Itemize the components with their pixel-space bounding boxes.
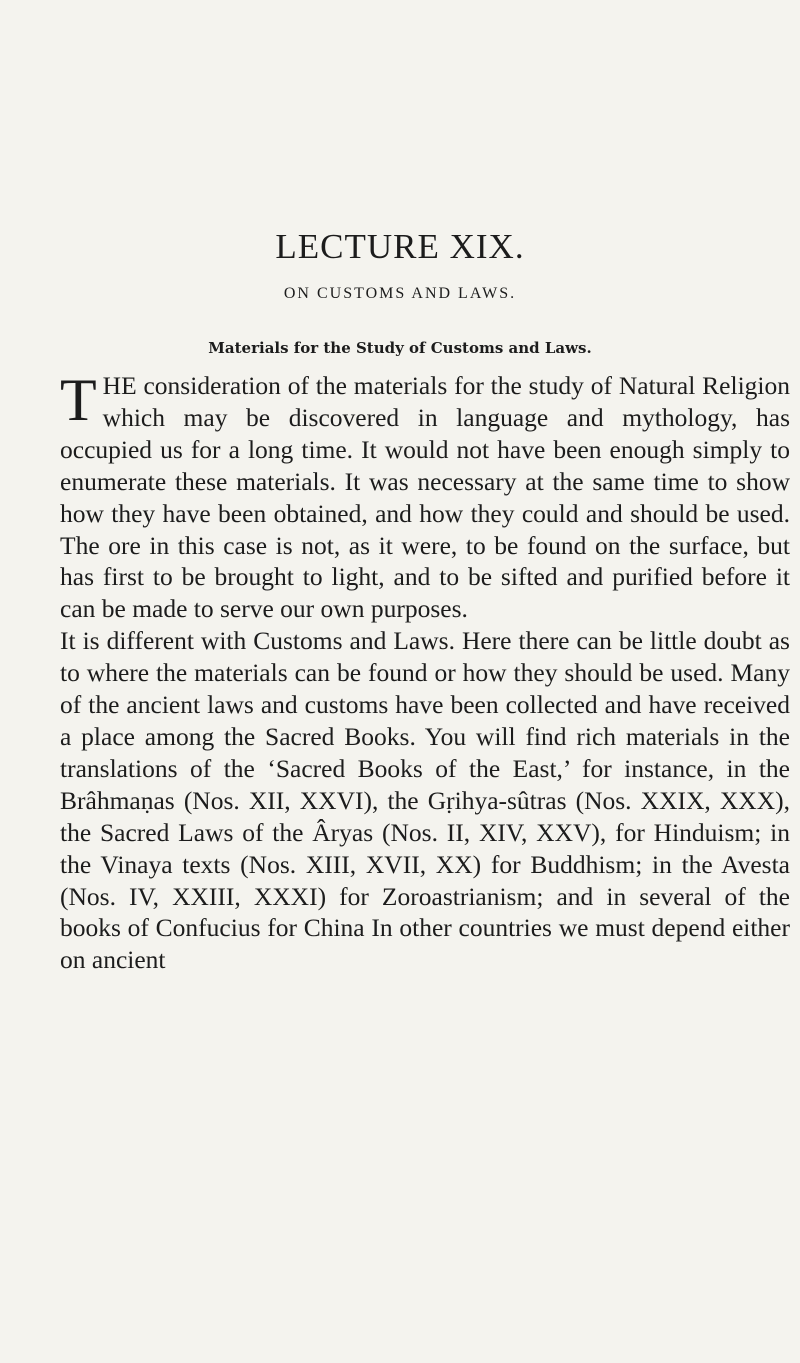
section-heading: Materials for the Study of Customs and Laws.: [208, 339, 592, 357]
lecture-subtitle: ON CUSTOMS AND LAWS.: [283, 285, 517, 302]
paragraph-1: [60, 367, 790, 625]
lecture-title: LECTURE XIX.: [275, 227, 525, 266]
drop-cap: T: [60, 367, 97, 433]
paragraph-1-text: HE consideration of the materials for the study of Natural Religion which may be discovered in language and mythology, has occupied us for a long time. It would not have been enough simply to enumerate these materials. It was necessary at the same time to show how they have been obtained, and how they could and should be used. The ore in this case is not, as it were, to be found on the surface, but has first to be brought to light, and to be sifted and purified before it can be made to serve our own purposes.: [60, 371, 790, 624]
body-text: [60, 367, 790, 976]
paragraph-2: It is different with Customs and Laws. Here there can be little doubt as to where the materials can be found or how they should be used. Many of the ancient laws and customs have been collected and have received a place among the Sacred Books. You will find rich materials in the translations of the ‘Sacred Books of the East,’ for instance, in the Brâhmaṇas (Nos. XII, XXVI), the Gṛihya-sûtras (Nos. XXIX, XXX), the Sacred Laws of the Âryas (Nos. II, XIV, XXV), for Hinduism; in the Vinaya texts (Nos. XIII, XVII, XX) for Buddhism; in the Avesta (Nos. IV, XXIII, XXXI) for Zoroastrianism; and in several of the books of Confucius for China In other countries we must depend either on ancient: [60, 626, 790, 975]
